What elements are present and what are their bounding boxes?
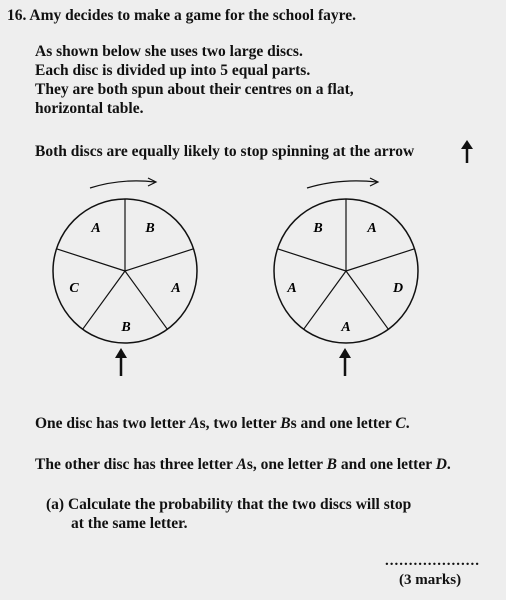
disc-2-up-arrow-icon [339, 348, 351, 376]
disc-1-segment-4: C [69, 281, 79, 296]
up-arrow-icon [460, 140, 474, 164]
part-a-line-2: at the same letter. [71, 515, 188, 532]
disc-1-segment-2: A [171, 281, 181, 296]
disc1-description: One disc has two letter As, two letter Bs and one letter C. [35, 415, 410, 432]
disc-2-segment-1: A [367, 221, 377, 236]
disc-2-segment-2: D [392, 281, 404, 296]
disc-1-segment-1: B [145, 221, 155, 236]
marks-label: (3 marks) [399, 572, 462, 588]
question-number: 16. [7, 7, 27, 24]
disc2-description: The other disc has three letter As, one letter B and one letter D. [35, 456, 451, 473]
disc-2-segment-4: A [287, 281, 297, 296]
answer-line[interactable]: .................... [385, 553, 480, 569]
disc-1-up-arrow-icon [115, 348, 127, 376]
part-a-line-1: (a) Calculate the probability that the two discs will stop [46, 496, 412, 513]
part-a-label: (a) [46, 496, 65, 513]
para1-line-3: They are both spun about their centres on a flat, [35, 81, 354, 98]
disc-2-segment-3: A [341, 320, 351, 335]
spin-arrow-curve-2 [307, 181, 377, 188]
question-header [7, 7, 356, 25]
question-intro: Amy decides to make a game for the school fayre. [29, 7, 356, 24]
arrow-sentence: Both discs are equally likely to stop spinning at the arrow [35, 143, 415, 160]
disc-1-dividers [57, 199, 194, 329]
disc-1-segment-3: B [121, 320, 131, 335]
disc-2-segment-5: B [313, 221, 323, 236]
para1-line-1: As shown below she uses two large discs. [35, 43, 303, 60]
disc-1-segment-5: A [91, 221, 101, 236]
disc-2 [274, 178, 418, 376]
para1-line-2: Each disc is divided up into 5 equal parts. [35, 62, 311, 79]
para1-line-4: horizontal table. [35, 100, 144, 117]
spin-arrow-curve-1 [90, 181, 155, 188]
disc-2-dividers [278, 199, 415, 329]
discs-diagram [0, 170, 506, 385]
disc-1 [53, 178, 197, 376]
